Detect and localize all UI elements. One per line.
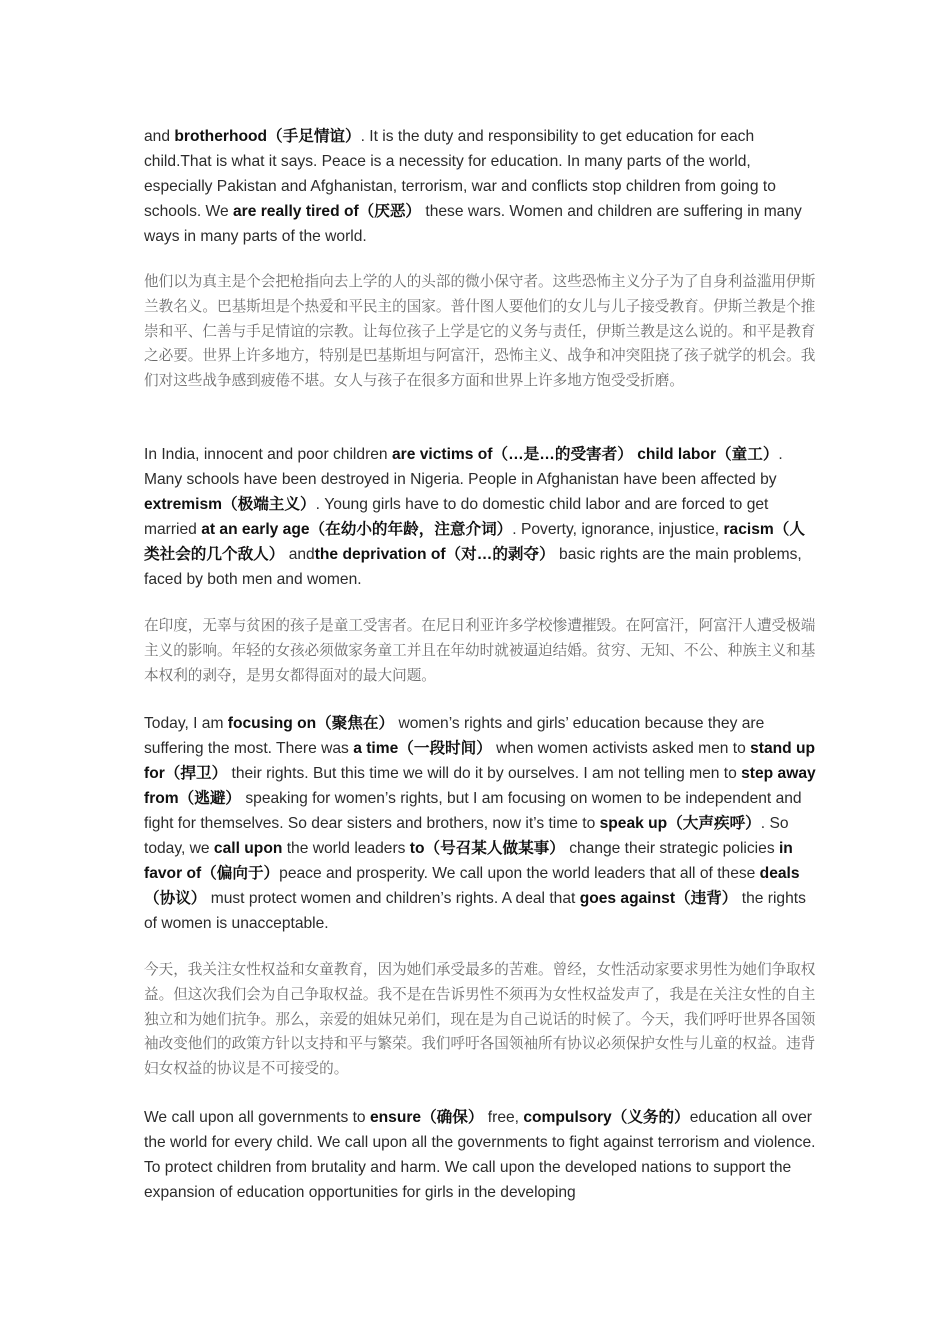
vocab-term: extremism（极端主义）	[144, 496, 316, 513]
vocab-term: racism（人类社会的几个敌人）	[144, 521, 805, 563]
vocab-term: compulsory（义务的）	[523, 1109, 690, 1126]
text-run: when women activists asked men to	[491, 740, 751, 757]
text-run: change their strategic policies	[564, 840, 779, 857]
text-run: and	[284, 546, 315, 563]
text-run: . Poverty, ignorance, injustice,	[512, 521, 724, 538]
chinese-translation-1: 他们以为真主是个会把枪指向去上学的人的头部的微小保守者。这些恐怖主义分子为了自身利益滥用伊斯兰教名义。巴基斯坦是个热爱和平民主的国家。普什图人要他们的女儿与儿子接受教育。伊斯兰教是个推崇和平、仁善与手足情谊的宗教。让每位孩子上学是它的义务与责任，伊斯兰教是这么说的。和平是教育之必要。世界上许多地方，特别是巴基斯坦与阿富汗，恐怖主义、战争和冲突阻挠了孩子就学的机会。我们对这些战争感到疲倦不堪。女人与孩子在很多方面和世界上许多地方饱受受折磨。	[144, 273, 816, 390]
text-run: . So today, we	[144, 815, 789, 857]
chinese-translation-2: 在印度，无辜与贫困的孩子是童工受害者。在尼日利亚许多学校惨遭摧毁。在阿富汗，阿富汗人遭受极端主义的影响。年轻的女孩必须做家务童工并且在年幼时就被逼迫结婚。贫穷、无知、不公、种族主义和基本权利的剥夺，是男女都得面对的最大问题。	[144, 617, 816, 684]
text-run: Today, I am	[144, 715, 228, 732]
text-run: women’s rights and girls’ education because they are suffering the most. There was	[144, 715, 765, 757]
text-run: their rights. But this time we will do it by ourselves. I am not telling men to	[227, 765, 742, 782]
text-run: peace and prosperity. We call upon the world leaders that all of these	[279, 865, 760, 882]
text-run: education all over the world for every child. We call upon all the governments to fight against terrorism and violence. To protect children from brutality and harm. We call upon the developed nations to support the expansion of education opportunities for girls in the developing	[144, 1109, 816, 1201]
text-run: . Many schools have been destroyed in Nigeria. People in Afghanistan have been affected by	[144, 446, 783, 488]
text-run: We call upon all governments to	[144, 1109, 370, 1126]
vocab-term: speak up（大声疾呼）	[599, 815, 761, 832]
chinese-translation-3: 今天，我关注女性权益和女童教育，因为她们承受最多的苦难。曾经，女性活动家要求男性为她们争取权益。但这次我们会为自己争取权益。我不是在告诉男性不须再为女性权益发声了，我是在关注女性的自主独立和为她们抗争。那么，亲爱的姐妹兄弟们，现在是为自己说话的时候了。今天，我们呼吁世界各国领袖改变他们的政策方针以支持和平与繁荣。我们呼吁各国领袖所有协议必须保护女性与儿童的权益。违背妇女权益的协议是不可接受的。	[144, 961, 816, 1078]
text-run: must protect women and children’s rights. A deal that	[206, 890, 580, 907]
vocab-term: are really tired of（厌恶）	[232, 203, 422, 220]
text-run: free,	[483, 1109, 524, 1126]
vocab-term: step away from（逃避）	[144, 765, 816, 807]
vocab-term: the deprivation of（对…的剥夺）	[314, 546, 555, 563]
vocab-term: stand up for（捍卫）	[144, 740, 816, 782]
text-run: the rights of women is unacceptable.	[144, 890, 806, 932]
vocab-term: brotherhood（手足情谊）	[174, 128, 361, 145]
text-run: and	[144, 128, 175, 145]
vocab-term: in favor of（偏向于）	[144, 840, 793, 882]
english-paragraph-3	[144, 711, 820, 936]
vocab-term: call upon	[213, 840, 283, 857]
vocab-term: deals（协议）	[144, 865, 800, 907]
vocab-term: to（号召某人做某事）	[409, 840, 565, 857]
english-paragraph-2	[144, 442, 820, 592]
vocab-term: goes against（违背）	[579, 890, 738, 907]
text-run: these wars. Women and children are suffering in many ways in many parts of the world.	[144, 203, 802, 245]
text-run: In India, innocent and poor children	[144, 446, 392, 463]
vocab-term: focusing on（聚焦在）	[227, 715, 395, 732]
text-run: . It is the duty and responsibility to get education for each child.That is what it says. Peace is a necessity for education. In many parts of the world, especially Pakistan and Afghanistan, terrorism, war and conflicts stop children from going to schools. We	[144, 128, 776, 220]
vocab-term: a time（一段时间）	[353, 740, 492, 757]
text-run: basic rights are the main problems, faced by both men and women.	[144, 546, 802, 588]
text-run: the world leaders	[282, 840, 410, 857]
vocab-term: at an early age（在幼小的年龄，注意介词）	[201, 521, 513, 538]
vocab-term: child labor（童工）	[637, 446, 779, 463]
text-run: speaking for women’s rights, but I am focusing on women to be independent and fight for themselves. So dear sisters and brothers, now it’s time to	[144, 790, 802, 832]
english-paragraph-4	[144, 1105, 820, 1205]
english-paragraph-1	[144, 124, 820, 249]
text-run: . Young girls have to do domestic child labor and are forced to get married	[144, 496, 769, 538]
vocab-term: ensure（确保）	[369, 1109, 484, 1126]
vocab-term: are victims of（…是…的受害者）	[391, 446, 633, 463]
